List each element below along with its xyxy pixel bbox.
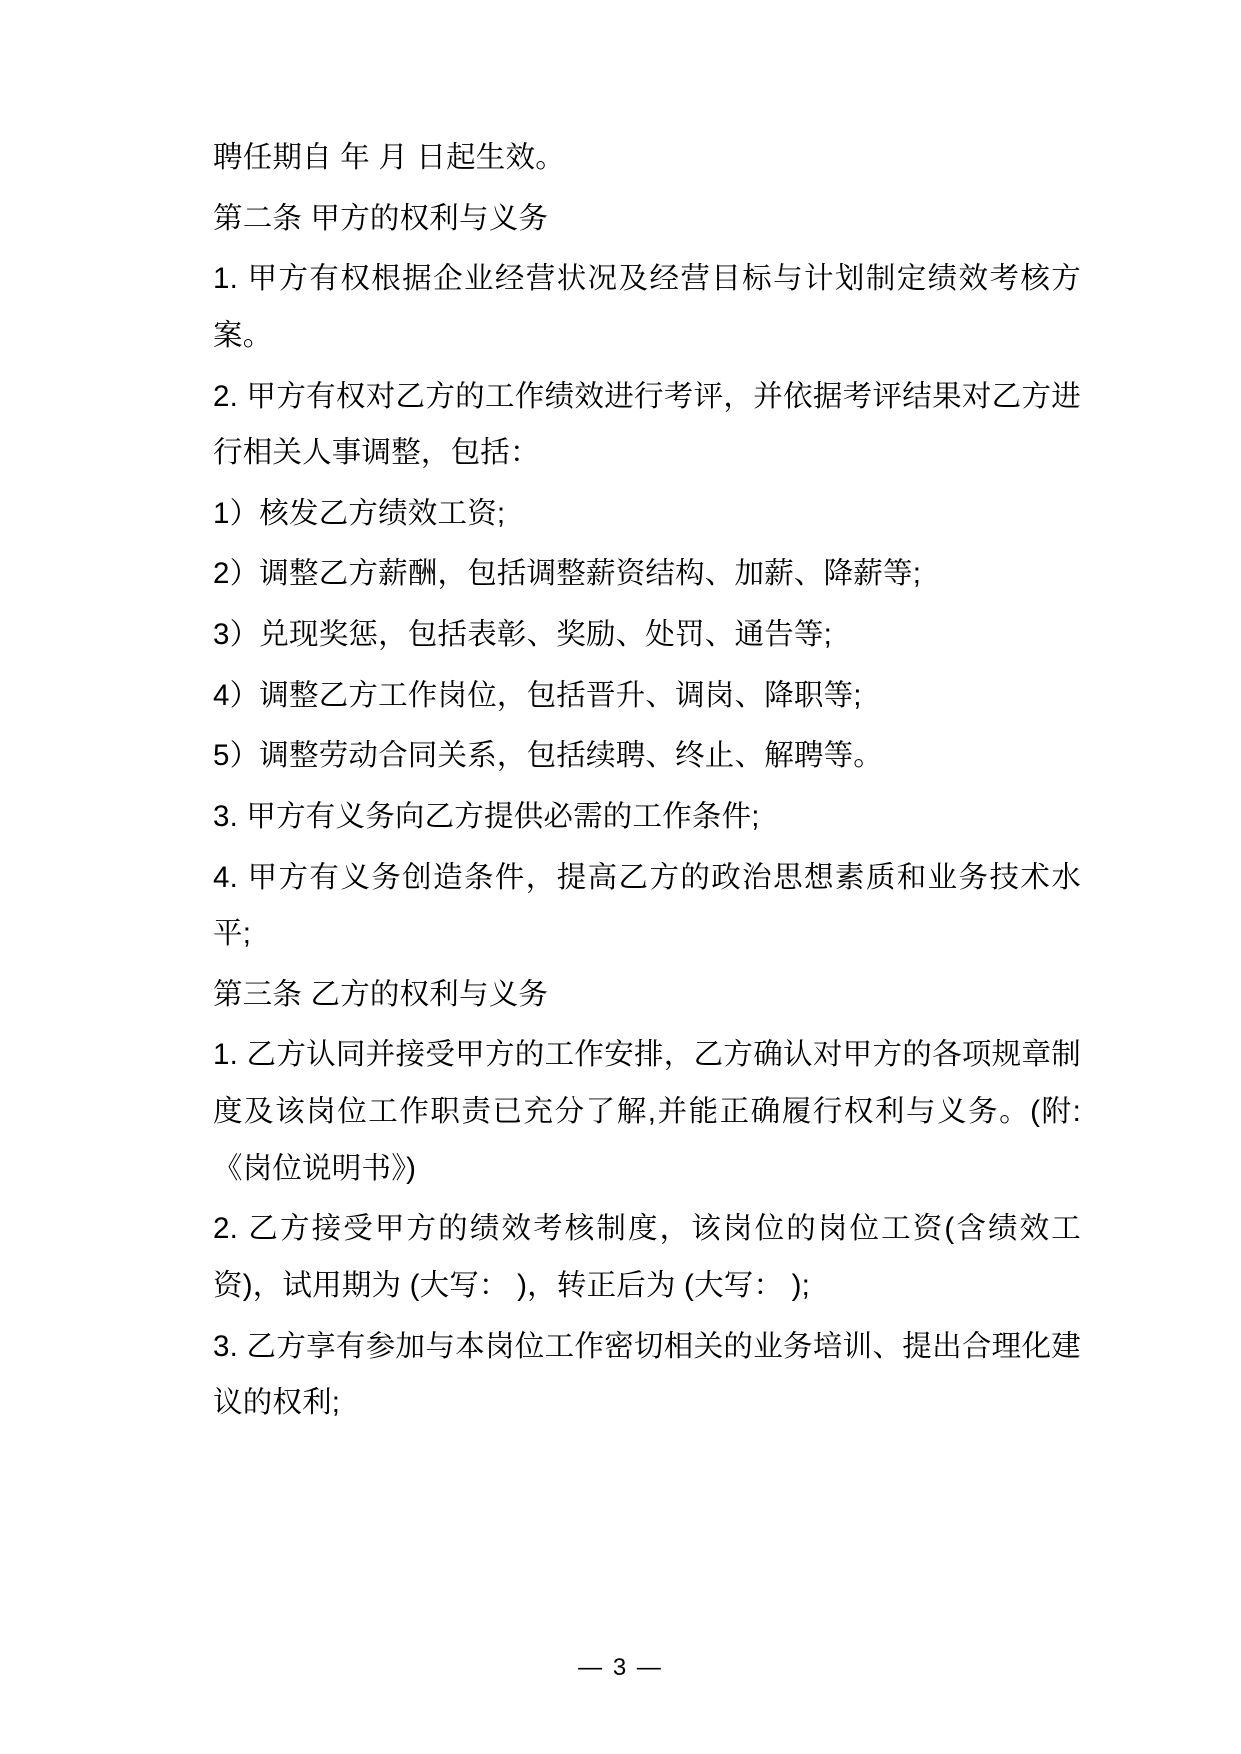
paragraph: 2. 乙方接受甲方的绩效考核制度，该岗位的岗位工资(含绩效工资)，试用期为 (大写： )，转正后为 (大写： ); xyxy=(213,1212,1081,1302)
paragraph: 3. 乙方享有参加与本岗位工作密切相关的业务培训、提出合理化建议的权利; xyxy=(213,1329,1081,1420)
list-item: 3）兑现奖惩，包括表彰、奖励、处罚、通告等; xyxy=(213,618,833,651)
paragraph: 2. 甲方有权对乙方的工作绩效进行考评，并依据考评结果对乙方进行相关人事调整，包括： xyxy=(213,379,1081,470)
page-number: — 3 — xyxy=(578,1654,663,1681)
document-body xyxy=(165,130,1081,1432)
paragraph: 1. 甲方有权根据企业经营状况及经营目标与计划制定绩效考核方案。 xyxy=(213,262,1081,352)
paragraph: 3. 甲方有义务向乙方提供必需的工作条件; xyxy=(213,799,760,833)
paragraph: 1. 乙方认同并接受甲方的工作安排，乙方确认对甲方的各项规章制度及该岗位工作职责已充分了解,并能正确履行权利与义务。(附:《岗位说明书》) xyxy=(213,1038,1081,1185)
paragraph: 4. 甲方有义务创造条件，提高乙方的政治思想素质和业务技术水平; xyxy=(213,860,1081,951)
list-item: 1）核发乙方绩效工资; xyxy=(213,496,506,530)
paragraph: 聘任期自 年 月 日起生效。 xyxy=(213,141,565,174)
list-item: 2）调整乙方薪酬，包括调整薪资结构、加薪、降薪等; xyxy=(213,557,922,591)
section-heading-3: 第三条 乙方的权利与义务 xyxy=(213,977,549,1011)
list-item: 4）调整乙方工作岗位，包括晋升、调岗、降职等; xyxy=(213,678,862,712)
section-heading-2: 第二条 甲方的权利与义务 xyxy=(213,201,549,235)
list-item: 5）调整劳动合同关系，包括续聘、终止、解聘等。 xyxy=(213,739,884,773)
